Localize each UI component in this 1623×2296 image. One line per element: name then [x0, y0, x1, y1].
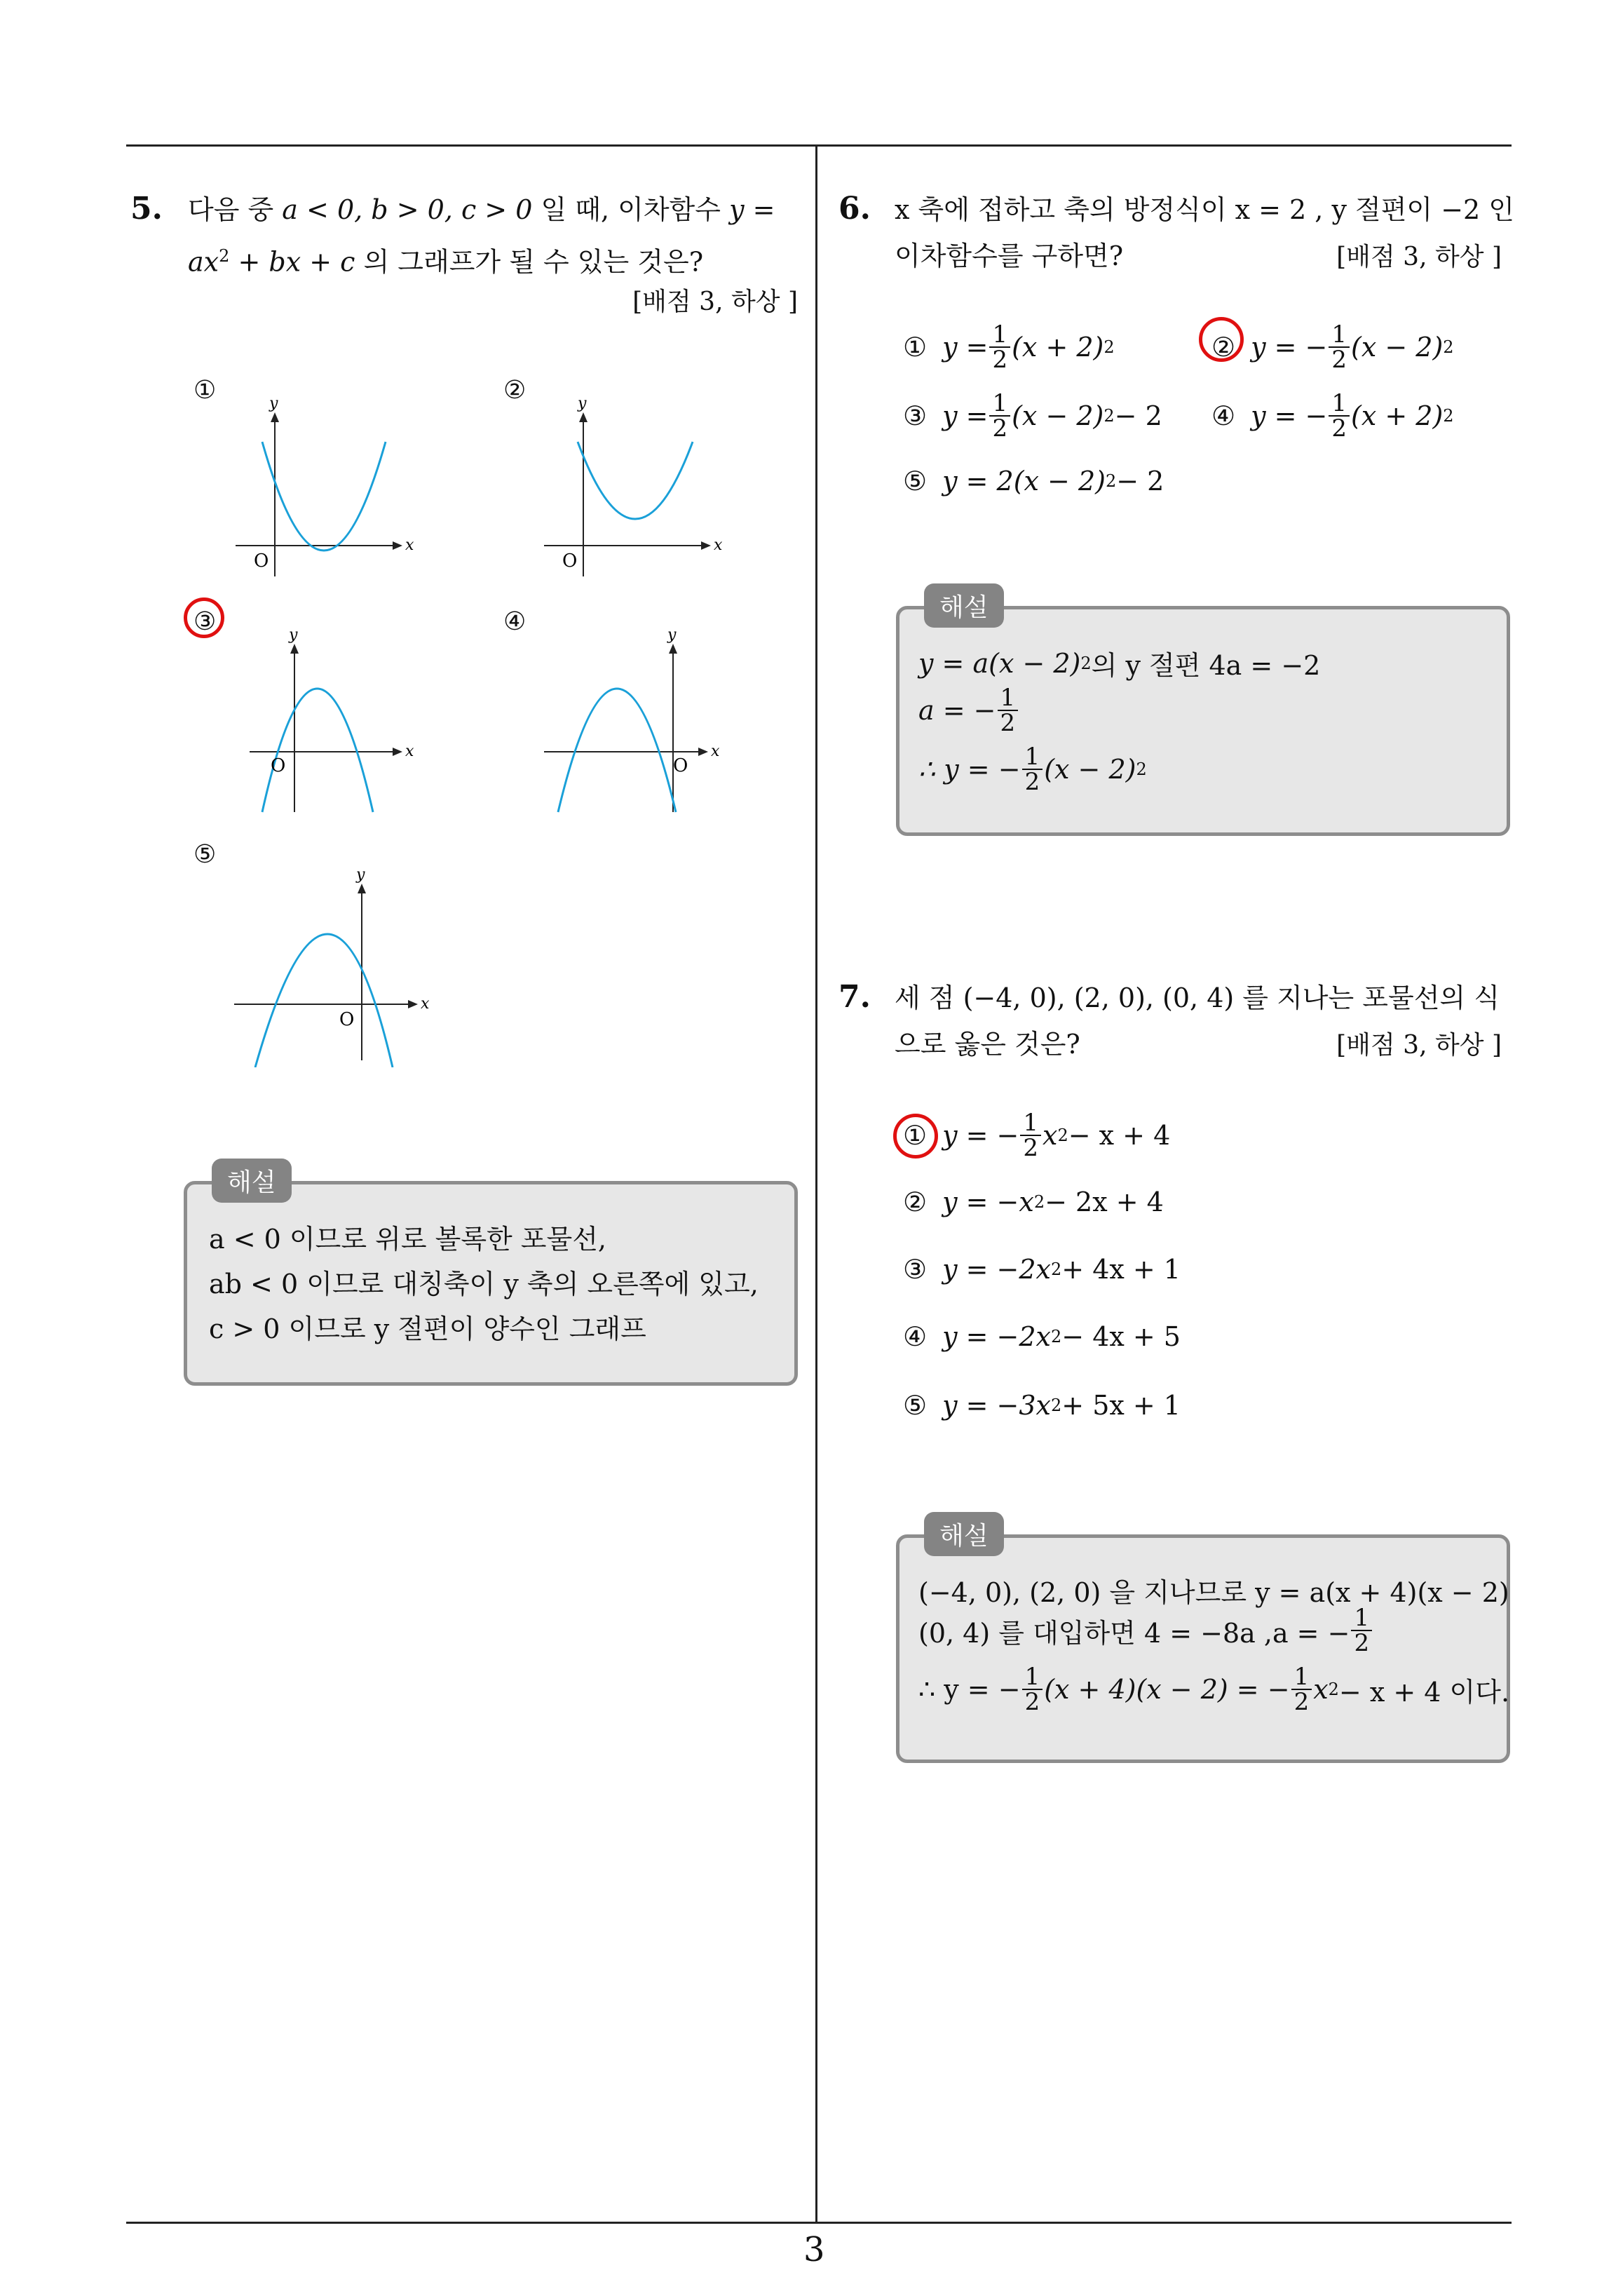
y-axis-arrow — [669, 644, 677, 654]
q5-graph-4[interactable] — [533, 624, 743, 821]
origin-label: O — [271, 755, 286, 776]
q5-option-3-label[interactable]: ③ — [193, 607, 217, 636]
fraction: $\frac{1}{2}$ — [989, 391, 1010, 440]
q5-solution-line-1: a < 0 이므로 위로 볼록한 포물선, — [209, 1224, 607, 1255]
y-axis-label: y — [269, 395, 278, 412]
fraction: $\frac{1}{2}$ — [1020, 1111, 1041, 1160]
fraction: $\frac{1}{2}$ — [998, 686, 1019, 735]
q6-solution-line-3: ∴ y = − $\frac{1}{2}$ (x − 2) 2 — [918, 743, 1147, 796]
x-axis-arrow — [701, 541, 711, 550]
choice-mark: ② — [1211, 332, 1236, 363]
fraction: $\frac{1}{2}$ — [1291, 1665, 1312, 1714]
q7-solution-line-3: ∴ y = − $\frac{1}{2}$ (x + 4)(x − 2) = − $\frac{1}{2}$ x 2 − x + 4 이다. — [918, 1663, 1510, 1716]
y-axis-label: y — [289, 626, 298, 644]
fraction: $\frac{1}{2}$ — [1351, 1606, 1372, 1655]
q5-graph-1[interactable] — [224, 393, 435, 589]
q5-solution-line-3: c > 0 이므로 y 절편이 양수인 그래프 — [209, 1314, 646, 1344]
parabola-curve — [255, 934, 393, 1067]
selected-answer-circle-q6 — [1199, 317, 1244, 362]
q5-option-4-label[interactable]: ④ — [503, 607, 527, 636]
question-5-number: 5. — [130, 191, 163, 227]
q5-solution-line-2: ab < 0 이므로 대칭축이 y 축의 오른쪽에 있고, — [209, 1269, 759, 1299]
x-axis-arrow — [698, 748, 708, 756]
origin-label: O — [562, 551, 578, 572]
question-7-line-2: 으로 옳은 것은? — [895, 1029, 1080, 1060]
q6-choice-2[interactable]: ② y = − $\frac{1}{2}$ (x − 2) 2 — [1211, 320, 1454, 374]
question-5-line-1: 다음 중 a < 0, b > 0, c > 0 일 때, 이차함수 y = — [188, 194, 775, 225]
x-axis-label: x — [714, 536, 723, 554]
q7-choice-3[interactable]: ③ y = −2x 2 + 4x + 1 — [903, 1254, 1181, 1285]
q7-solution-tag: 해설 — [924, 1512, 1004, 1556]
y-axis-label: y — [667, 626, 677, 644]
top-rule — [126, 144, 1512, 147]
question-5-line-2: $ax^2$ + bx + c 의 그래프가 될 수 있는 것은? — [188, 246, 704, 278]
y-axis-label: y — [578, 395, 587, 412]
question-6-score: [배점 3, 하상 ] — [1336, 243, 1502, 271]
q7-solution-line-2: (0, 4) 를 대입하면 4 = −8a ,a = − $\frac{1}{2}$ — [918, 1606, 1373, 1655]
choice-mark: ⑤ — [903, 1390, 928, 1421]
page-number: 3 — [803, 2230, 825, 2269]
fraction: $\frac{1}{2}$ — [1022, 745, 1043, 794]
fraction: $\frac{1}{2}$ — [1022, 1665, 1043, 1714]
choice-mark: ④ — [903, 1321, 928, 1352]
x-axis-arrow — [408, 1000, 418, 1008]
question-6-line-2: 이차함수를 구하면? — [895, 241, 1124, 271]
y-axis-arrow — [358, 884, 366, 893]
parabola-curve — [578, 442, 693, 519]
bottom-rule — [126, 2222, 1512, 2224]
x-axis-label: x — [405, 536, 414, 554]
y-axis-arrow — [579, 412, 588, 422]
q7-choice-5[interactable]: ⑤ y = −3x 2 + 5x + 1 — [903, 1390, 1181, 1421]
q6-solution-line-1: y = a(x − 2) 2 의 y 절편 4a = −2 — [918, 647, 1321, 681]
q7-choice-1[interactable]: ① y = − $\frac{1}{2}$ x 2 − x + 4 — [903, 1109, 1171, 1162]
q5-option-2-label[interactable]: ② — [503, 376, 527, 405]
q5-option-5-label[interactable]: ⑤ — [193, 840, 217, 869]
parabola-curve — [262, 689, 373, 812]
q6-choice-1[interactable]: ① y = $\frac{1}{2}$ (x + 2) 2 — [903, 320, 1115, 374]
choice-mark: ② — [903, 1187, 928, 1217]
q7-solution-line-1: (−4, 0), (2, 0) 을 지나므로 y = a(x + 4)(x − 2) — [918, 1577, 1509, 1608]
y-axis-arrow — [290, 644, 299, 654]
q6-choice-5[interactable]: ⑤ y = 2(x − 2) 2 − 2 — [903, 466, 1164, 497]
choice-mark: ① — [903, 332, 928, 363]
q5-graph-2[interactable] — [533, 393, 743, 589]
q7-choice-2[interactable]: ② y = −x 2 − 2x + 4 — [903, 1187, 1164, 1217]
choice-mark: ④ — [1211, 400, 1236, 431]
parabola-curve — [558, 689, 676, 812]
x-axis-label: x — [405, 743, 414, 760]
question-7-score: [배점 3, 하상 ] — [1336, 1031, 1502, 1060]
y-axis-arrow — [271, 412, 279, 422]
question-6-number: 6. — [838, 191, 871, 227]
choice-mark: ③ — [903, 1254, 928, 1285]
fraction: $\frac{1}{2}$ — [989, 323, 1010, 372]
fraction: $\frac{1}{2}$ — [1329, 323, 1350, 372]
x-axis-arrow — [393, 748, 402, 756]
q5-solution-tag: 해설 — [212, 1159, 292, 1203]
choice-mark: ③ — [903, 400, 928, 431]
fraction: $\frac{1}{2}$ — [1329, 391, 1350, 440]
y-axis-label: y — [356, 866, 365, 884]
q7-choice-4[interactable]: ④ y = −2x 2 − 4x + 5 — [903, 1321, 1181, 1352]
parabola-curve — [262, 442, 386, 551]
q6-choice-3[interactable]: ③ y = $\frac{1}{2}$ (x − 2) 2 − 2 — [903, 389, 1162, 443]
column-divider — [815, 144, 817, 2223]
q6-solution-line-2: a = − $\frac{1}{2}$ — [918, 686, 1019, 735]
question-7-line-1: 세 점 (−4, 0), (2, 0), (0, 4) 를 지나는 포물선의 식 — [895, 982, 1500, 1013]
origin-label: O — [673, 755, 688, 776]
q5-graph-3[interactable] — [238, 624, 449, 821]
origin-label: O — [254, 551, 269, 572]
question-5-score: [배점 3, 하상 ] — [632, 288, 798, 316]
choice-mark: ⑤ — [903, 466, 928, 497]
q6-choice-4[interactable]: ④ y = − $\frac{1}{2}$ (x + 2) 2 — [1211, 389, 1454, 443]
x-axis-arrow — [393, 541, 402, 550]
question-5-text — [188, 187, 805, 285]
q6-solution-tag: 해설 — [924, 583, 1004, 628]
q5-option-1-label[interactable]: ① — [193, 376, 217, 405]
selected-answer-circle-q7 — [893, 1114, 938, 1159]
choice-mark: ① — [903, 1120, 928, 1151]
q5-graph-5[interactable] — [224, 857, 449, 1067]
x-axis-label: x — [421, 995, 430, 1013]
question-6-line-1: x 축에 접하고 축의 방정식이 x = 2 , y 절편이 −2 인 — [895, 194, 1515, 225]
origin-label: O — [339, 1009, 355, 1030]
selected-answer-circle-q5 — [184, 597, 224, 638]
question-7-number: 7. — [838, 979, 871, 1015]
x-axis-label: x — [711, 743, 720, 760]
